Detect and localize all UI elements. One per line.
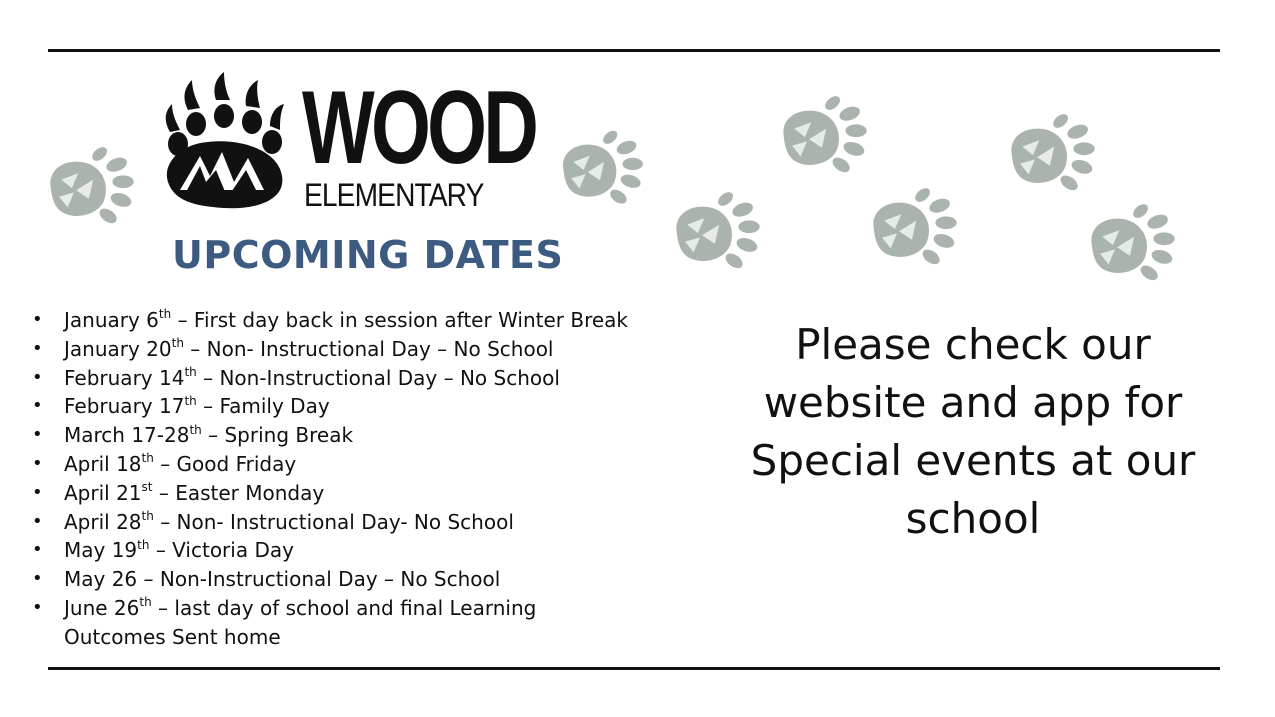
bullet: • <box>32 510 43 532</box>
list-item <box>30 364 690 393</box>
paw-print-icon <box>775 90 871 180</box>
bullet: • <box>32 481 43 503</box>
date-suffix: th <box>141 508 154 523</box>
date-label: April 18 <box>64 451 142 476</box>
bear-paw-icon <box>160 72 286 210</box>
top-divider <box>48 49 1220 52</box>
date-description: – Easter Monday <box>152 480 325 505</box>
date-label: February 14 <box>64 365 185 390</box>
date-suffix: th <box>137 537 150 552</box>
date-description: – Non-Instructional Day – No School <box>196 365 560 390</box>
bullet: • <box>32 337 43 359</box>
date-description: – Spring Break <box>201 423 354 448</box>
school-logo <box>160 70 536 213</box>
list-item <box>30 392 690 421</box>
bullet: • <box>32 395 43 417</box>
bullet: • <box>32 366 43 388</box>
bullet: • <box>32 309 43 330</box>
date-suffix: th <box>189 422 202 437</box>
paw-print-icon <box>1083 198 1179 288</box>
list-item <box>30 508 690 537</box>
paw-print-icon <box>42 140 138 232</box>
list-item <box>30 335 690 364</box>
bottom-divider <box>48 667 1220 670</box>
bullet: • <box>32 424 43 446</box>
date-description: – Family Day <box>196 394 330 419</box>
date-suffix: th <box>139 595 152 610</box>
logo-wood-text: WOOD <box>302 70 536 186</box>
date-suffix: th <box>171 336 184 351</box>
list-item <box>30 565 690 594</box>
date-description: – Good Friday <box>153 451 297 476</box>
date-label: April 21 <box>64 480 142 505</box>
date-suffix: th <box>141 451 154 466</box>
bullet: • <box>32 568 43 590</box>
date-description: – Victoria Day <box>149 538 294 563</box>
date-label: June 26 <box>64 595 140 620</box>
paw-print-icon <box>555 124 647 212</box>
website-note: Please check our website and app for Special events at our school <box>750 320 1196 543</box>
date-description: – First day back in session after Winter Break <box>171 308 629 332</box>
date-label: January 20 <box>64 336 172 361</box>
date-label: May 26 – Non-Instructional Day – No School <box>64 567 501 592</box>
date-label: February 17 <box>64 394 185 419</box>
date-suffix: th <box>158 307 172 322</box>
date-suffix: st <box>141 480 153 495</box>
date-description: – Non- Instructional Day – No School <box>183 336 554 361</box>
paw-print-icon <box>668 186 764 276</box>
dates-list <box>30 306 690 652</box>
bullet: • <box>32 539 43 561</box>
date-label: March 17-28 <box>64 423 190 448</box>
list-item <box>30 450 690 479</box>
page-title: UPCOMING DATES <box>172 233 564 277</box>
logo-elementary-text: ELEMENTARY <box>304 177 484 213</box>
date-label: May 19 <box>64 538 138 563</box>
list-item <box>30 421 690 450</box>
list-item <box>30 594 584 652</box>
list-item <box>30 536 690 565</box>
date-description: – last day of school and final Learning Outcomes Sent home <box>64 595 537 649</box>
list-item <box>30 306 690 335</box>
bullet: • <box>32 596 43 618</box>
date-label: January 6 <box>64 308 159 332</box>
date-suffix: th <box>184 393 197 408</box>
bullet: • <box>32 452 43 474</box>
date-description: – Non- Instructional Day- No School <box>153 509 514 534</box>
list-item <box>30 479 690 508</box>
date-label: April 28 <box>64 509 142 534</box>
date-suffix: th <box>184 364 197 379</box>
paw-print-icon <box>1003 108 1099 198</box>
paw-print-icon <box>865 182 961 272</box>
